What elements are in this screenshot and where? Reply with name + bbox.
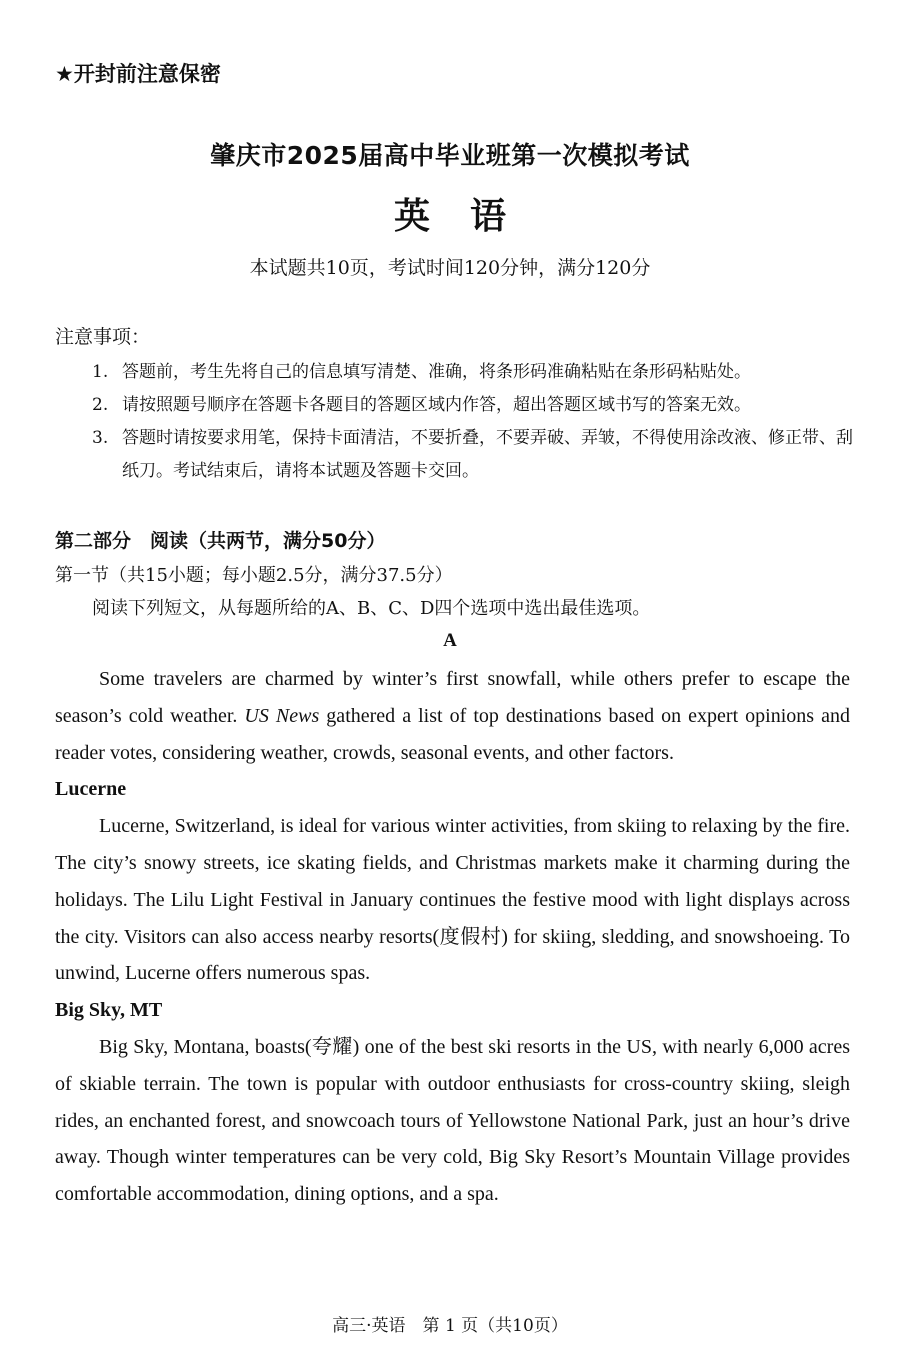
- destination-title: Lucerne: [55, 778, 127, 801]
- passage-intro: [55, 661, 850, 771]
- publication-name: US News: [244, 704, 320, 727]
- exam-title: 肇庆市2025届高中毕业班第一次模拟考试: [210, 141, 690, 170]
- section-heading: 第二部分 阅读（共两节，满分50分）: [55, 530, 386, 552]
- passage-letter: A: [443, 630, 457, 651]
- note-number: 2.: [92, 395, 109, 415]
- destination-title: Big Sky, MT: [55, 999, 163, 1022]
- notes-list: [92, 356, 862, 488]
- note-text: 答题时请按要求用笔，保持卡面清洁，不要折叠，不要弄破、弄皱，不得使用涂改液、修正带、刮纸刀。考试结束后，请将本试题及答题卡交回。: [122, 428, 853, 481]
- note-number: 1.: [92, 362, 109, 382]
- destination-description: Lucerne, Switzerland, is ideal for various winter activities, from skiing to relaxing by the fire. The city’s snowy streets, ice skating fields, and Christmas markets make it charming during the holidays. The Lilu Light Festival in January continues the festive mood with light displays across the city. Visitors can also access nearby resorts(度假村) for skiing, sledding, and snowshoeing. To unwind, Lucerne offers numerous spas.: [55, 815, 850, 985]
- passage-body: [55, 661, 850, 1213]
- notes-heading: 注意事项：: [55, 326, 151, 348]
- destination-description: Big Sky, Montana, boasts(夸耀) one of the best ski resorts in the US, with nearly 6,000 acres of skiable terrain. The town is popular with outdoor enthusiasts for cross-country skiing, sleigh rides, an enchanted forest, and snowcoach tours of Yellowstone National Park, just an hour’s drive away. Though winter temperatures can be very cold, Big Sky Resort’s Mountain Village provides comfortable accommodation, dining options, and a spa.: [55, 1035, 850, 1206]
- note-item: [92, 356, 862, 389]
- page-footer: 高三·英语 第 1 页（共10页）: [332, 1316, 568, 1336]
- note-item: [92, 389, 862, 422]
- exam-info: 本试题共10页，考试时间120分钟，满分120分: [249, 257, 651, 279]
- confidential-notice: ★开封前注意保密: [55, 62, 221, 86]
- note-item: [92, 422, 862, 488]
- intro-text-end: gathered a list of top destinations based on expert opinions and reader votes, considering weather, crowds, seasonal events, and other factors.: [55, 704, 850, 764]
- note-text: 答题前，考生先将自己的信息填写清楚、准确，将条形码准确粘贴在条形码粘贴处。: [122, 362, 751, 382]
- reading-instruction: 阅读下列短文，从每题所给的A、B、C、D四个选项中选出最佳选项。: [92, 598, 651, 619]
- section-subheading: 第一节（共15小题；每小题2.5分，满分37.5分）: [55, 565, 453, 586]
- subject-title: 英语: [393, 195, 546, 237]
- note-number: 3.: [92, 428, 109, 448]
- intro-text-start: Some travelers are charmed by winter’s first snowfall, while others prefer to escape the season’s cold weather.: [55, 668, 850, 727]
- note-text: 请按照题号顺序在答题卡各题目的答题区域内作答，超出答题区域书写的答案无效。: [122, 395, 751, 415]
